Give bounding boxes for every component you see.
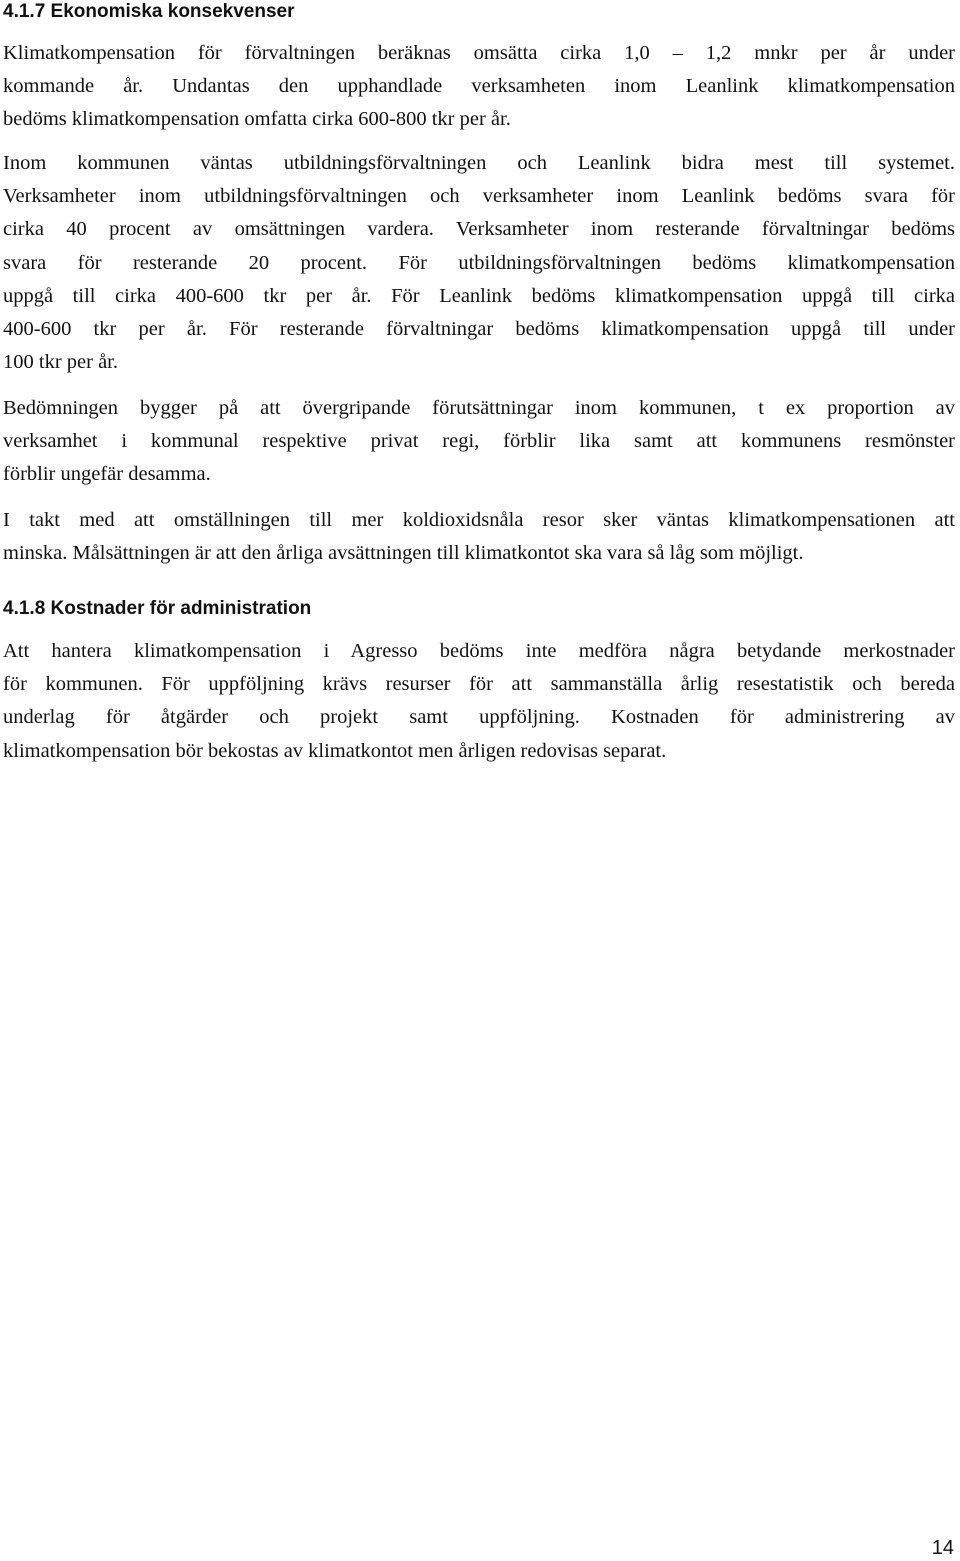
text-line: Klimatkompensation för förvaltningen beräknas omsätta cirka 1,0 – 1,2 mnkr per år under bbox=[3, 42, 955, 64]
text-line: minska. Målsättningen är att den årliga avsättningen till klimatkontot ska vara så låg som möjligt. bbox=[3, 542, 804, 565]
text-line: Bedömningen bygger på att övergripande förutsättningar inom kommunen, t ex proportion av bbox=[3, 397, 955, 419]
paragraph-distribution bbox=[3, 147, 955, 379]
text-line: 400-600 tkr per år. För resterande förvaltningar bedöms klimatkompensation uppgå till under bbox=[3, 318, 955, 341]
section-heading-ekonomiska-konsekvenser: 4.1.7 Ekonomiska konsekvenser bbox=[3, 1, 295, 22]
text-line: Att hantera klimatkompensation i Agresso bedöms inte medföra några betydande merkostnader bbox=[3, 640, 955, 662]
text-line: I takt med att omställningen till mer koldioxidsnåla resor sker väntas klimatkompensationen att bbox=[3, 509, 955, 531]
paragraph-transition bbox=[3, 504, 955, 570]
text-line: uppgå till cirka 400-600 tkr per år. För Leanlink bedöms klimatkompensation uppgå till cirka bbox=[3, 284, 955, 307]
text-line: cirka 40 procent av omsättningen vardera. Verksamheter inom resterande förvaltningar bedöms bbox=[3, 218, 955, 241]
text-line: verksamhet i kommunal respektive privat regi, förblir lika samt att kommunens resmönster bbox=[3, 430, 955, 453]
text-line: förblir ungefär desamma. bbox=[3, 463, 211, 486]
paragraph-administration-costs bbox=[3, 635, 955, 768]
text-line: Inom kommunen väntas utbildningsförvaltningen och Leanlink bidra mest till systemet. bbox=[3, 152, 955, 174]
text-line: bedöms klimatkompensation omfatta cirka 600-800 tkr per år. bbox=[3, 108, 511, 131]
text-line: klimatkompensation bör bekostas av klimatkontot men årligen redovisas separat. bbox=[3, 739, 667, 762]
paragraph-assumptions bbox=[3, 392, 955, 492]
text-line: kommande år. Undantas den upphandlade verksamheten inom Leanlink klimatkompensation bbox=[3, 75, 955, 98]
text-line: 100 tkr per år. bbox=[3, 351, 118, 374]
paragraph-cost-estimate bbox=[3, 37, 955, 137]
text-line: för kommunen. För uppföljning krävs resurser för att sammanställa årlig resestatistik och bereda bbox=[3, 673, 955, 696]
text-line: svara för resterande 20 procent. För utbildningsförvaltningen bedöms klimatkompensation bbox=[3, 251, 955, 274]
page-number: 14 bbox=[931, 1537, 954, 1559]
text-line: Verksamheter inom utbildningsförvaltningen och verksamheter inom Leanlink bedöms svara för bbox=[3, 185, 955, 208]
text-line: underlag för åtgärder och projekt samt uppföljning. Kostnaden för administrering av bbox=[3, 706, 955, 729]
section-heading-kostnader-for-administration: 4.1.8 Kostnader för administration bbox=[3, 598, 312, 619]
